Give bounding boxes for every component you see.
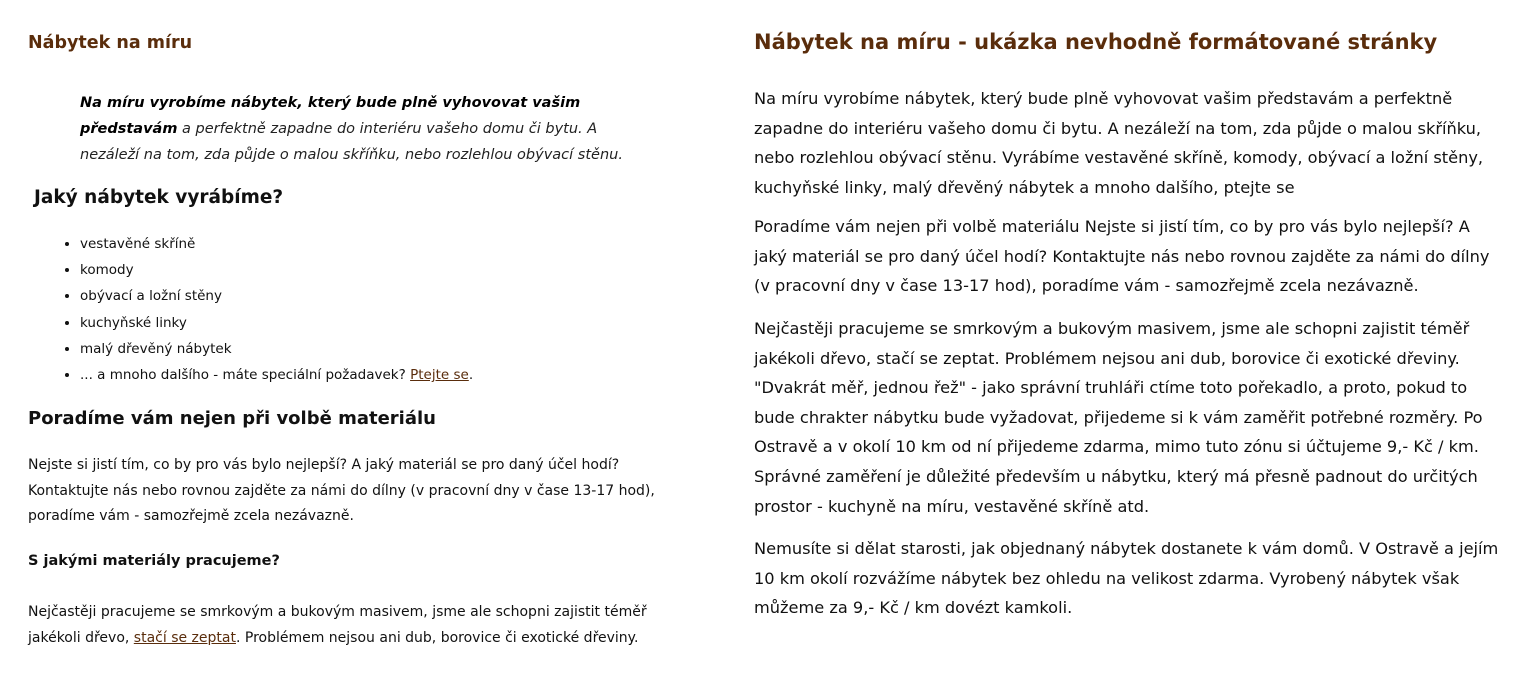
intro-bold-text: Na míru vyrobíme nábytek, který bude plně vyhovovat vašim představám (80, 95, 581, 137)
unformatted-paragraph-1: Na míru vyrobíme nábytek, který bude plně vyhovovat vašim představám a perfektně zapadne do interiéru vašeho domu či bytu. A nezáleží na tom, zda půjde o malou skříňku, nebo rozlehlou obývací stěnu. Vyrábíme vestavěné skříně, komody, obývací a ložní stěny, kuchyňské linky, malý dřevěný nábytek a mnoho dalšího, ptejte se (754, 89, 1484, 197)
list-item: • obývací a ložní stěny (80, 283, 680, 309)
materials-text-b: . Problémem nejsou ani dub, borovice či exotické dřeviny. (235, 630, 639, 646)
list-item (80, 362, 680, 388)
advice-paragraph: Nejste si jistí tím, co by pro vás bylo nejlepší? A jaký materiál se pro daný účel hodí? Kontaktujte nás nebo rovnou zajděte za námi do dílny (v pracovní dny v čase 13-17 hod), poradíme vám - samozřejmě zcela nezávazně. (28, 457, 655, 524)
list-item: • kuchyňské linky (80, 310, 680, 336)
unformatted-paragraph-4: Nemusíte si dělat starosti, jak objednaný nábytek dostanete k vám domů. V Ostravě a jejím 10 km okolí rozvážíme nábytek bez ohledu na velikost zdarma. Vyrobený nábytek však můžeme za 9,- Kč / km dovézt kamkoli. (754, 539, 1499, 618)
materials-heading: S jakými materiály pracujeme? (28, 553, 280, 569)
example-title: Nábytek na míru - ukázka nevhodně formátované stránky (754, 30, 1438, 54)
materials-paragraph (28, 599, 688, 651)
products-list (38, 231, 680, 388)
intro-rest-text: a perfektně zapadne do interiéru vašeho domu či bytu. A nezáleží na tom, zda půjde o malou skříňku, nebo rozlehlou obývací stěnu. (80, 121, 623, 163)
list-item: • komody (80, 257, 680, 283)
products-heading: Jaký nábytek vyrábíme? (34, 187, 284, 208)
list-item: • malý dřevěný nábytek (80, 336, 680, 362)
just-ask-link[interactable]: stačí se zeptat (133, 630, 236, 646)
unformatted-paragraph-3: Nejčastěji pracujeme se smrkovým a bukovým masivem, jsme ale schopni zajistit téměř jakékoli dřevo, stačí se zeptat. Problémem nejsou ani dub, borovice či exotické dřeviny. "Dvakrát měř, jednou řež" - jako správní truhláři ctíme toto pořekadlo, a proto, pokud to bude chrakter nábytku bude vyžadovat, přijedeme si k vám zaměřit potřebné rozměry. Po Ostravě a v okolí 10 km od ní přijedeme zdarma, mimo tuto zónu si účtujeme 9,- Kč / km. Správné zaměření je důležité především u nábytku, který má přesně padnout do určitých prostor - kuchyně na míru, vestavěné skříně atd. (754, 319, 1483, 516)
page-title: Nábytek na míru (28, 33, 193, 53)
last-item-end: . (468, 367, 474, 384)
unformatted-paragraph-2: Poradíme vám nejen při volbě materiálu Nejste si jistí tím, co by pro vás bylo nejlepší? A jaký materiál se pro daný účel hodí? Kontaktujte nás nebo rovnou zajděte za námi do dílny (v pracovní dny v čase 13-17 hod), poradíme vám - samozřejmě zcela nezávazně. (754, 217, 1490, 296)
materials-text-a: Nejčastěji pracujeme se smrkovým a bukovým masivem, jsme ale schopni zajistit téměř jakékoli dřevo, (28, 604, 647, 646)
intro-paragraph (80, 90, 640, 168)
list-item: • vestavěné skříně (80, 231, 680, 257)
advice-heading: Poradíme vám nejen při volbě materiálu (28, 408, 436, 429)
last-item-text: ... a mnoho dalšího - máte speciální požadavek? (80, 367, 411, 384)
ask-us-link[interactable]: Ptejte se (410, 367, 469, 384)
